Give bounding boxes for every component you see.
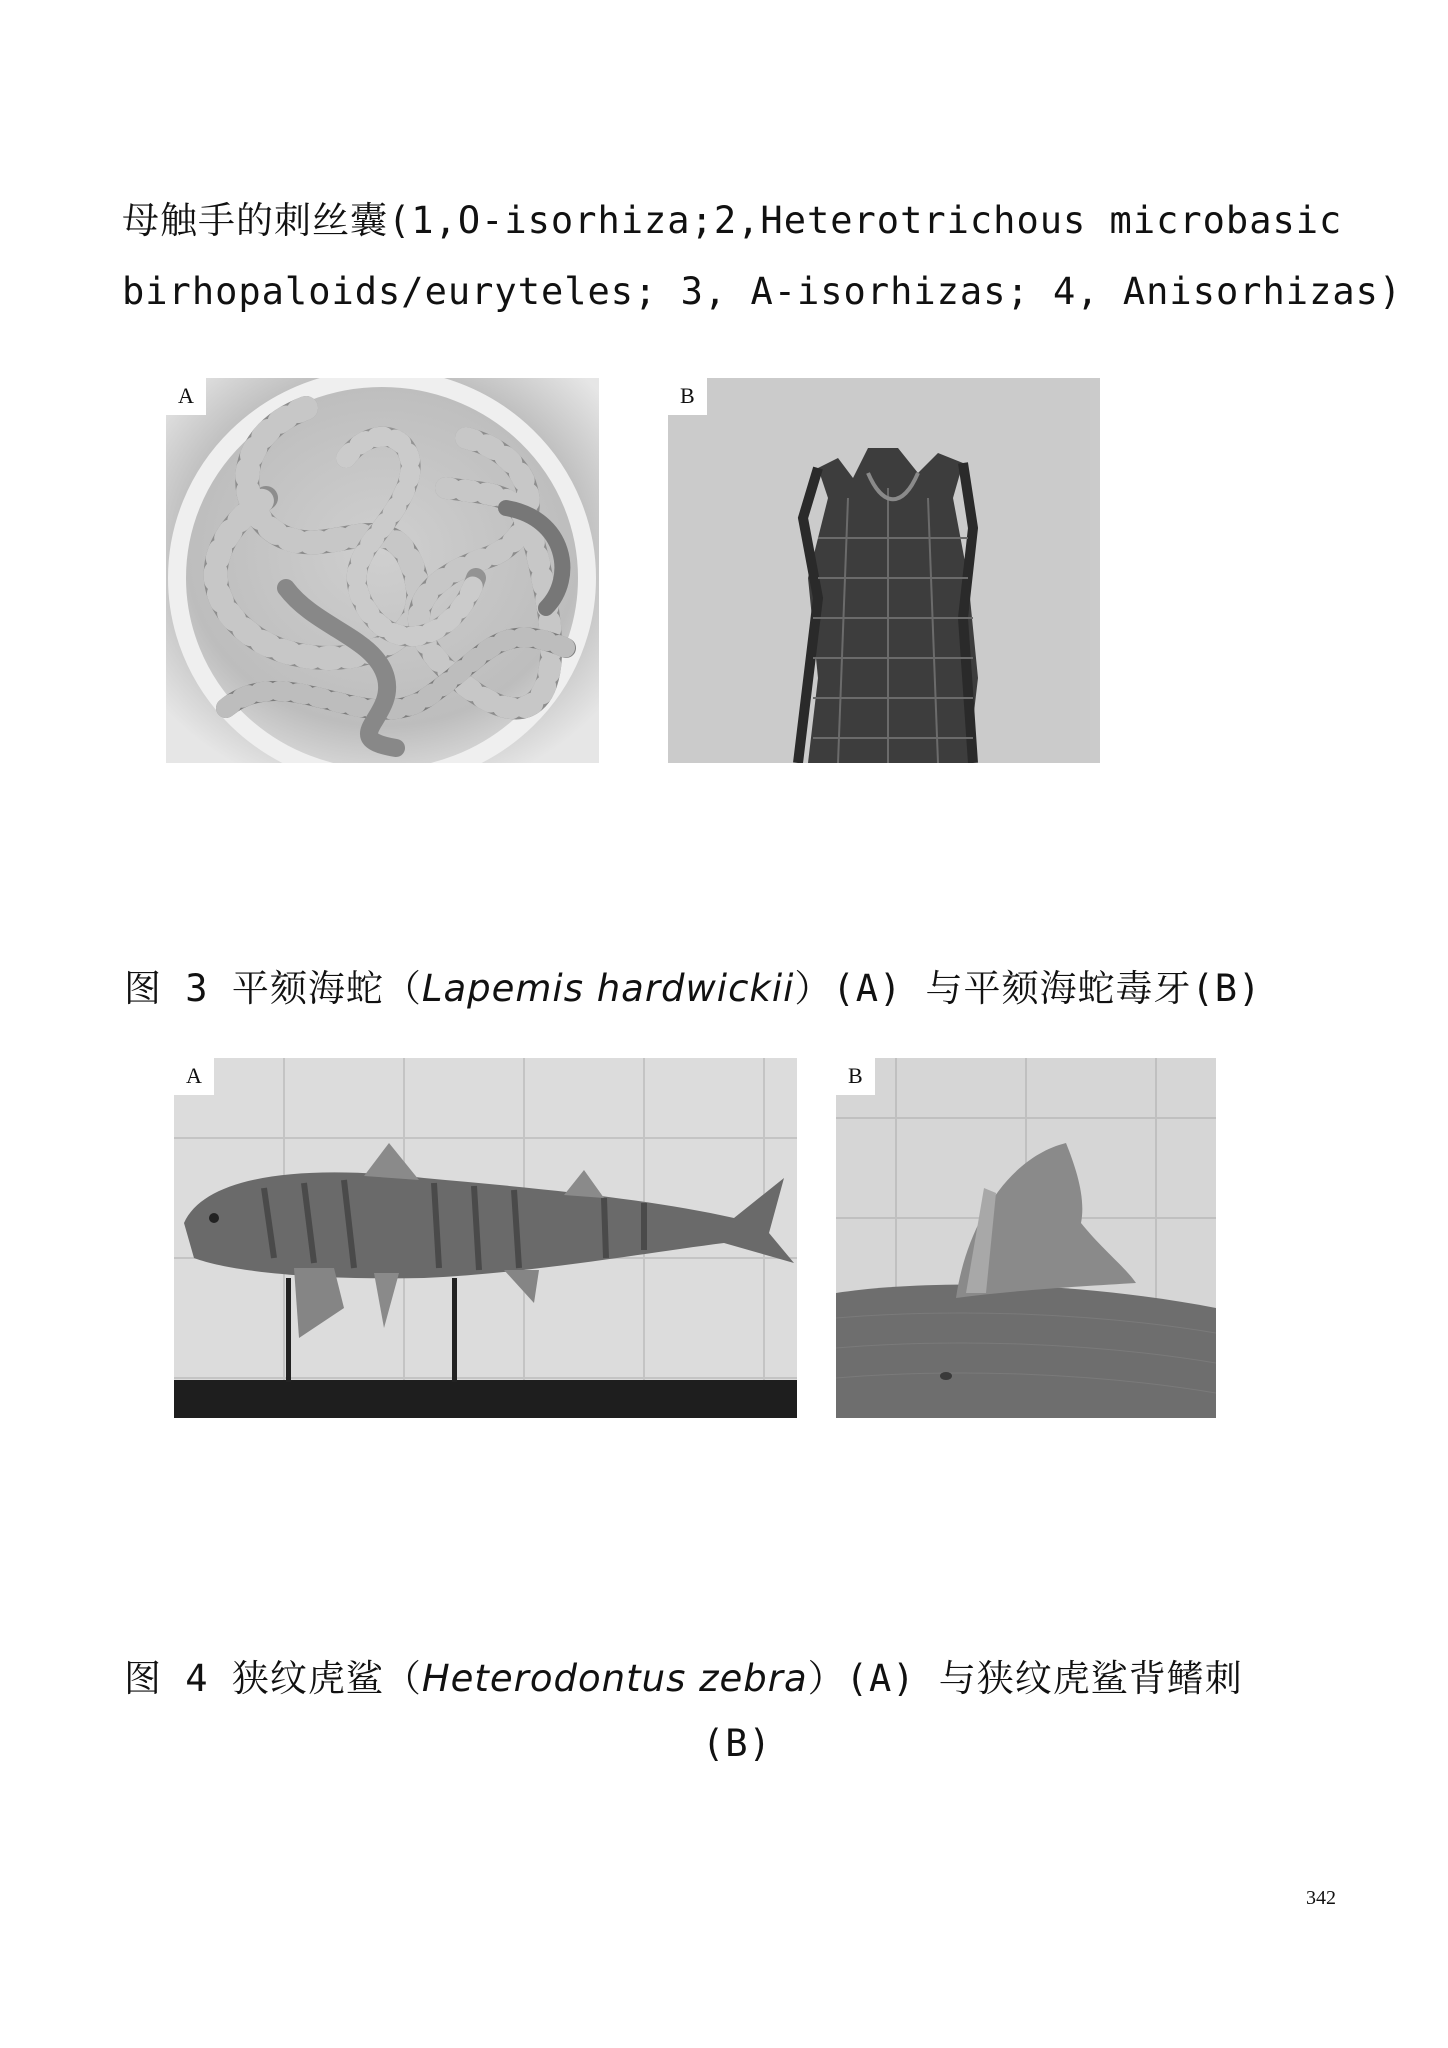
figure4-caption xyxy=(124,1648,1243,1702)
page-number: 342 xyxy=(1306,1887,1336,1909)
figure4-caption-species: Heterodontus zebra xyxy=(421,1657,808,1700)
figure4-panel-b-dorsal-fin-photo xyxy=(836,1058,1216,1418)
body-text-line-2: birhopaloids/euryteles; 3, A-isorhizas; 4, Anisorhizas) xyxy=(122,270,1403,313)
figure4-caption-line2: (B) xyxy=(702,1722,772,1765)
figure4-panel-b-label: B xyxy=(836,1058,875,1095)
figure3-caption-prefix: 图 3 平颏海蛇（ xyxy=(124,967,422,1010)
figure3-panel-b-label: B xyxy=(668,378,707,415)
figure3-panel-a-sea-snakes-photo xyxy=(166,378,599,763)
figure3-caption-species: Lapemis hardwickii xyxy=(421,967,795,1010)
figure4-panel-a-label: A xyxy=(174,1058,214,1095)
figure4-caption-prefix: 图 4 狭纹虎鲨（ xyxy=(124,1657,422,1700)
body-text-line-1: 母触手的刺丝囊(1,O-isorhiza;2,Heterotrichous microbasic xyxy=(122,199,1343,242)
figure3-caption-suffix: ）(A) 与平颏海蛇毒牙(B) xyxy=(794,967,1262,1010)
figure3-panel-a-label: A xyxy=(166,378,206,415)
figure3-panel-b-snake-fang-photo xyxy=(668,378,1100,763)
figure4-caption-suffix: ）(A) 与狭纹虎鲨背鳍刺 xyxy=(807,1657,1243,1700)
figure4-panel-a-shark-photo xyxy=(174,1058,797,1418)
figure3-caption xyxy=(124,958,1261,1012)
